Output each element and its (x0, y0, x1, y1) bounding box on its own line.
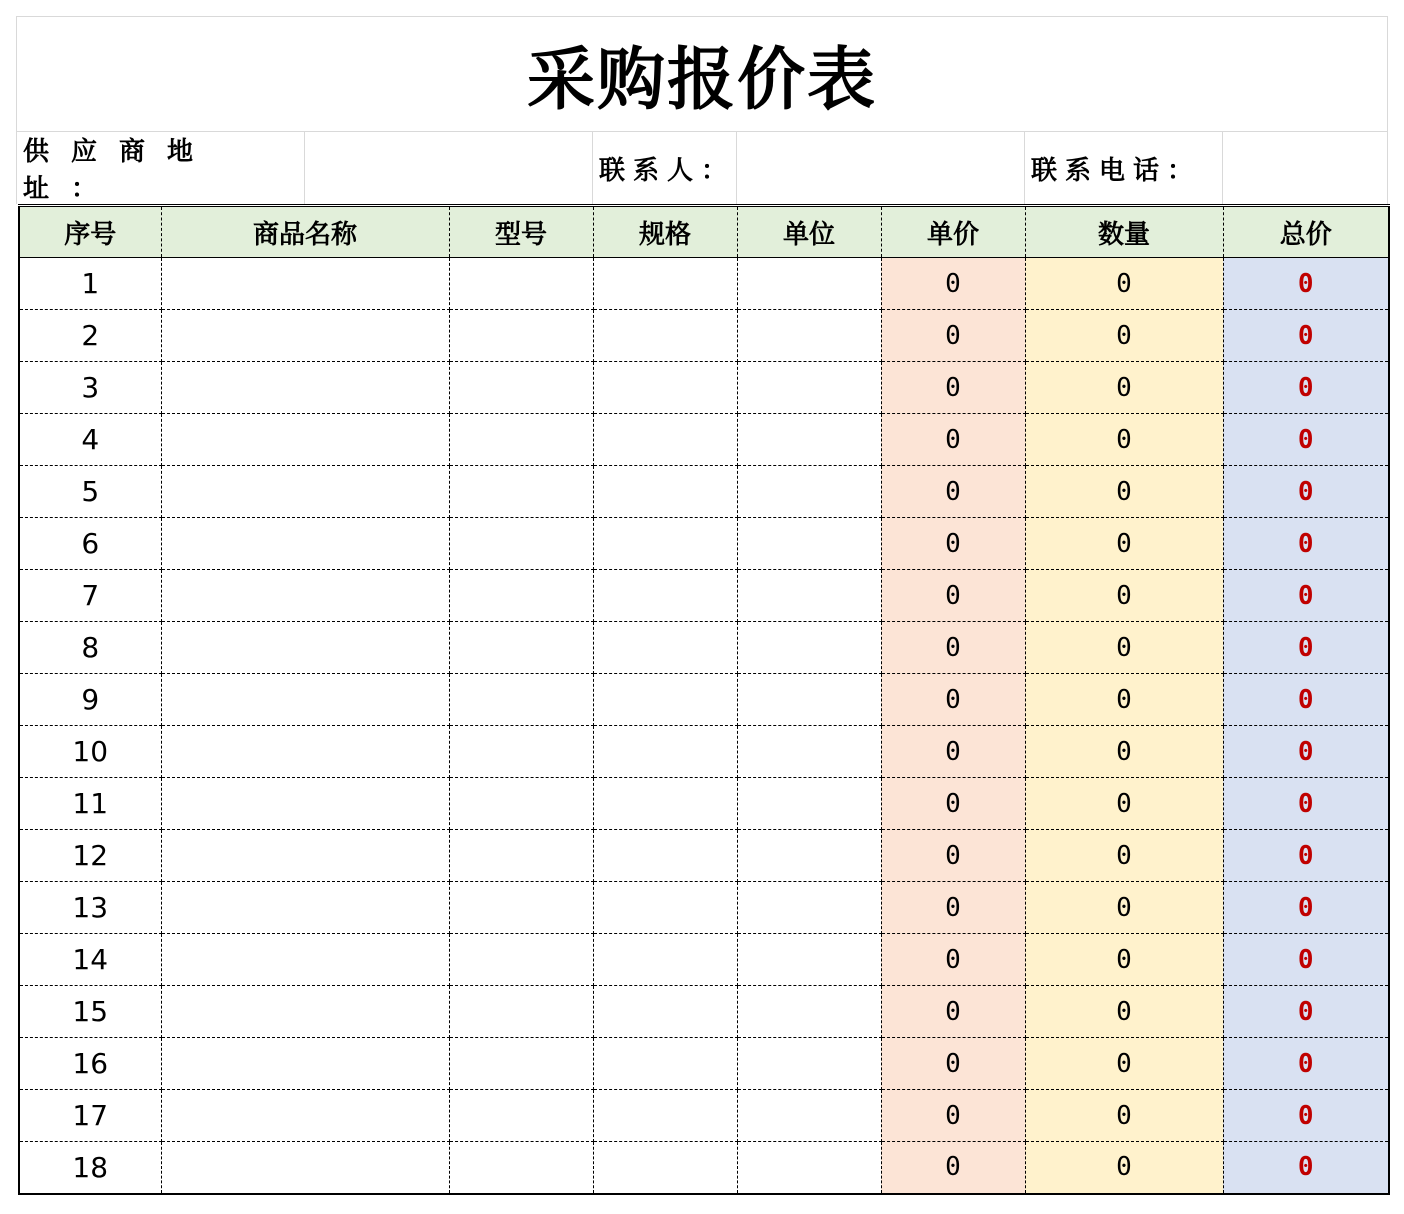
cell-spec[interactable] (593, 726, 737, 778)
cell-no[interactable]: 1 (19, 258, 161, 310)
cell-name[interactable] (161, 414, 449, 466)
cell-unit[interactable] (737, 258, 881, 310)
cell-unit[interactable] (737, 986, 881, 1038)
cell-total[interactable]: 0 (1223, 258, 1389, 310)
table-row (19, 518, 1389, 570)
cell-name[interactable] (161, 570, 449, 622)
cell-name[interactable] (161, 310, 449, 362)
cell-spec[interactable] (593, 466, 737, 518)
table-row (19, 1090, 1389, 1142)
cell-unit[interactable] (737, 1142, 881, 1194)
cell-no[interactable]: 3 (19, 362, 161, 414)
cell-no[interactable]: 13 (19, 882, 161, 934)
table-row (19, 726, 1389, 778)
cell-price[interactable]: 0 (881, 830, 1025, 882)
cell-total[interactable]: 0 (1223, 934, 1389, 986)
cell-model[interactable] (449, 830, 593, 882)
cell-unit[interactable] (737, 726, 881, 778)
cell-total[interactable]: 0 (1223, 726, 1389, 778)
cell-model[interactable] (449, 466, 593, 518)
cell-name[interactable] (161, 1142, 449, 1194)
cell-model[interactable] (449, 570, 593, 622)
cell-qty[interactable]: 0 (1025, 466, 1223, 518)
cell-no[interactable]: 5 (19, 466, 161, 518)
cell-price[interactable]: 0 (881, 518, 1025, 570)
cell-name[interactable] (161, 362, 449, 414)
supplier-address-label-cell[interactable] (17, 132, 305, 204)
header-total[interactable]: 总价 (1223, 206, 1389, 258)
cell-spec[interactable] (593, 882, 737, 934)
sheet-title: 采购报价表 (526, 40, 877, 120)
cell-unit[interactable] (737, 830, 881, 882)
cell-no[interactable]: 17 (19, 1090, 161, 1142)
cell-name[interactable] (161, 882, 449, 934)
cell-model[interactable] (449, 362, 593, 414)
table-row (19, 934, 1389, 986)
table-row (19, 362, 1389, 414)
cell-price[interactable]: 0 (881, 726, 1025, 778)
cell-unit[interactable] (737, 570, 881, 622)
contact-label: 联系人： (599, 155, 736, 186)
cell-model[interactable] (449, 1038, 593, 1090)
cell-no[interactable]: 4 (19, 414, 161, 466)
table-row (19, 986, 1389, 1038)
cell-qty[interactable]: 0 (1025, 1142, 1223, 1194)
cell-total[interactable]: 0 (1223, 414, 1389, 466)
cell-price[interactable]: 0 (881, 1142, 1025, 1194)
cell-total[interactable]: 0 (1223, 1038, 1389, 1090)
table-row (19, 258, 1389, 310)
cell-total[interactable]: 0 (1223, 466, 1389, 518)
cell-no[interactable]: 12 (19, 830, 161, 882)
cell-spec[interactable] (593, 414, 737, 466)
cell-total[interactable]: 0 (1223, 1142, 1389, 1194)
cell-model[interactable] (449, 622, 593, 674)
table-row (19, 414, 1389, 466)
cell-spec[interactable] (593, 1090, 737, 1142)
table-row (19, 830, 1389, 882)
cell-model[interactable] (449, 310, 593, 362)
cell-price[interactable]: 0 (881, 674, 1025, 726)
cell-price[interactable]: 0 (881, 986, 1025, 1038)
cell-price[interactable]: 0 (881, 1038, 1025, 1090)
cell-name[interactable] (161, 1090, 449, 1142)
cell-no[interactable]: 9 (19, 674, 161, 726)
cell-price[interactable]: 0 (881, 570, 1025, 622)
cell-spec[interactable] (593, 1142, 737, 1194)
cell-spec[interactable] (593, 986, 737, 1038)
cell-total[interactable]: 0 (1223, 674, 1389, 726)
cell-no[interactable]: 6 (19, 518, 161, 570)
cell-name[interactable] (161, 518, 449, 570)
cell-total[interactable]: 0 (1223, 310, 1389, 362)
cell-name[interactable] (161, 934, 449, 986)
cell-price[interactable]: 0 (881, 1090, 1025, 1142)
cell-unit[interactable] (737, 310, 881, 362)
cell-qty[interactable]: 0 (1025, 518, 1223, 570)
cell-model[interactable] (449, 1142, 593, 1194)
table-row (19, 310, 1389, 362)
cell-price[interactable]: 0 (881, 934, 1025, 986)
cell-unit[interactable] (737, 934, 881, 986)
table-row (19, 1142, 1389, 1194)
cell-name[interactable] (161, 726, 449, 778)
cell-model[interactable] (449, 674, 593, 726)
cell-price[interactable]: 0 (881, 414, 1025, 466)
cell-name[interactable] (161, 1038, 449, 1090)
cell-unit[interactable] (737, 674, 881, 726)
cell-price[interactable]: 0 (881, 622, 1025, 674)
cell-name[interactable] (161, 466, 449, 518)
cell-spec[interactable] (593, 258, 737, 310)
cell-price[interactable]: 0 (881, 258, 1025, 310)
cell-name[interactable] (161, 830, 449, 882)
cell-total[interactable]: 0 (1223, 1090, 1389, 1142)
cell-spec[interactable] (593, 778, 737, 830)
cell-unit[interactable] (737, 1090, 881, 1142)
header-model[interactable]: 型号 (449, 206, 593, 258)
cell-model[interactable] (449, 778, 593, 830)
cell-model[interactable] (449, 726, 593, 778)
table-body (19, 258, 1389, 1194)
cell-name[interactable] (161, 258, 449, 310)
cell-qty[interactable]: 0 (1025, 778, 1223, 830)
cell-qty[interactable]: 0 (1025, 674, 1223, 726)
cell-model[interactable] (449, 934, 593, 986)
cell-no[interactable]: 18 (19, 1142, 161, 1194)
cell-no[interactable]: 8 (19, 622, 161, 674)
cell-model[interactable] (449, 258, 593, 310)
cell-price[interactable]: 0 (881, 466, 1025, 518)
header-name[interactable]: 商品名称 (161, 206, 449, 258)
cell-spec[interactable] (593, 518, 737, 570)
title-cell[interactable] (16, 16, 1388, 132)
cell-qty[interactable]: 0 (1025, 1038, 1223, 1090)
contact-label-cell[interactable] (593, 132, 737, 204)
cell-price[interactable]: 0 (881, 882, 1025, 934)
cell-no[interactable]: 15 (19, 986, 161, 1038)
table-row (19, 570, 1389, 622)
cell-unit[interactable] (737, 414, 881, 466)
cell-qty[interactable]: 0 (1025, 362, 1223, 414)
cell-qty[interactable]: 0 (1025, 830, 1223, 882)
quotation-table (18, 204, 1390, 1195)
header-row (19, 206, 1389, 258)
cell-qty[interactable]: 0 (1025, 622, 1223, 674)
cell-unit[interactable] (737, 622, 881, 674)
cell-no[interactable]: 2 (19, 310, 161, 362)
cell-price[interactable]: 0 (881, 778, 1025, 830)
cell-total[interactable]: 0 (1223, 778, 1389, 830)
cell-price[interactable]: 0 (881, 362, 1025, 414)
cell-name[interactable] (161, 622, 449, 674)
cell-total[interactable]: 0 (1223, 570, 1389, 622)
cell-qty[interactable]: 0 (1025, 726, 1223, 778)
cell-total[interactable]: 0 (1223, 518, 1389, 570)
cell-unit[interactable] (737, 778, 881, 830)
cell-model[interactable] (449, 1090, 593, 1142)
cell-no[interactable]: 16 (19, 1038, 161, 1090)
cell-qty[interactable]: 0 (1025, 1090, 1223, 1142)
cell-qty[interactable]: 0 (1025, 934, 1223, 986)
phone-label: 联系电话： (1031, 155, 1202, 186)
cell-name[interactable] (161, 674, 449, 726)
cell-qty[interactable]: 0 (1025, 414, 1223, 466)
phone-value-cell[interactable] (1223, 132, 1387, 204)
cell-total[interactable]: 0 (1223, 882, 1389, 934)
cell-spec[interactable] (593, 674, 737, 726)
cell-qty[interactable]: 0 (1025, 258, 1223, 310)
cell-model[interactable] (449, 414, 593, 466)
cell-model[interactable] (449, 882, 593, 934)
cell-total[interactable]: 0 (1223, 622, 1389, 674)
supplier-address-value-cell[interactable] (305, 132, 593, 204)
cell-no[interactable]: 11 (19, 778, 161, 830)
cell-unit[interactable] (737, 518, 881, 570)
header-no[interactable]: 序号 (19, 206, 161, 258)
phone-label-cell[interactable] (1025, 132, 1223, 204)
contact-value-cell[interactable] (737, 132, 1025, 204)
cell-model[interactable] (449, 518, 593, 570)
cell-no[interactable]: 7 (19, 570, 161, 622)
info-row (16, 132, 1388, 204)
cell-unit[interactable] (737, 882, 881, 934)
cell-spec[interactable] (593, 570, 737, 622)
cell-price[interactable]: 0 (881, 310, 1025, 362)
cell-qty[interactable]: 0 (1025, 570, 1223, 622)
table-row (19, 882, 1389, 934)
cell-spec[interactable] (593, 1038, 737, 1090)
cell-spec[interactable] (593, 362, 737, 414)
cell-spec[interactable] (593, 934, 737, 986)
header-price[interactable]: 单价 (881, 206, 1025, 258)
table-row (19, 778, 1389, 830)
cell-qty[interactable]: 0 (1025, 310, 1223, 362)
cell-no[interactable]: 14 (19, 934, 161, 986)
cell-model[interactable] (449, 986, 593, 1038)
table-row (19, 1038, 1389, 1090)
cell-total[interactable]: 0 (1223, 362, 1389, 414)
cell-spec[interactable] (593, 830, 737, 882)
table-row (19, 674, 1389, 726)
header-qty[interactable]: 数量 (1025, 206, 1223, 258)
cell-qty[interactable]: 0 (1025, 986, 1223, 1038)
cell-spec[interactable] (593, 310, 737, 362)
header-unit[interactable]: 单位 (737, 206, 881, 258)
cell-spec[interactable] (593, 622, 737, 674)
cell-qty[interactable]: 0 (1025, 882, 1223, 934)
cell-no[interactable]: 10 (19, 726, 161, 778)
cell-name[interactable] (161, 986, 449, 1038)
cell-unit[interactable] (737, 1038, 881, 1090)
cell-name[interactable] (161, 778, 449, 830)
header-spec[interactable]: 规格 (593, 206, 737, 258)
cell-total[interactable]: 0 (1223, 830, 1389, 882)
table-row (19, 622, 1389, 674)
supplier-address-label: 供应商地址： (23, 137, 216, 204)
spreadsheet (16, 16, 1388, 1195)
cell-total[interactable]: 0 (1223, 986, 1389, 1038)
cell-unit[interactable] (737, 466, 881, 518)
cell-unit[interactable] (737, 362, 881, 414)
table-row (19, 466, 1389, 518)
